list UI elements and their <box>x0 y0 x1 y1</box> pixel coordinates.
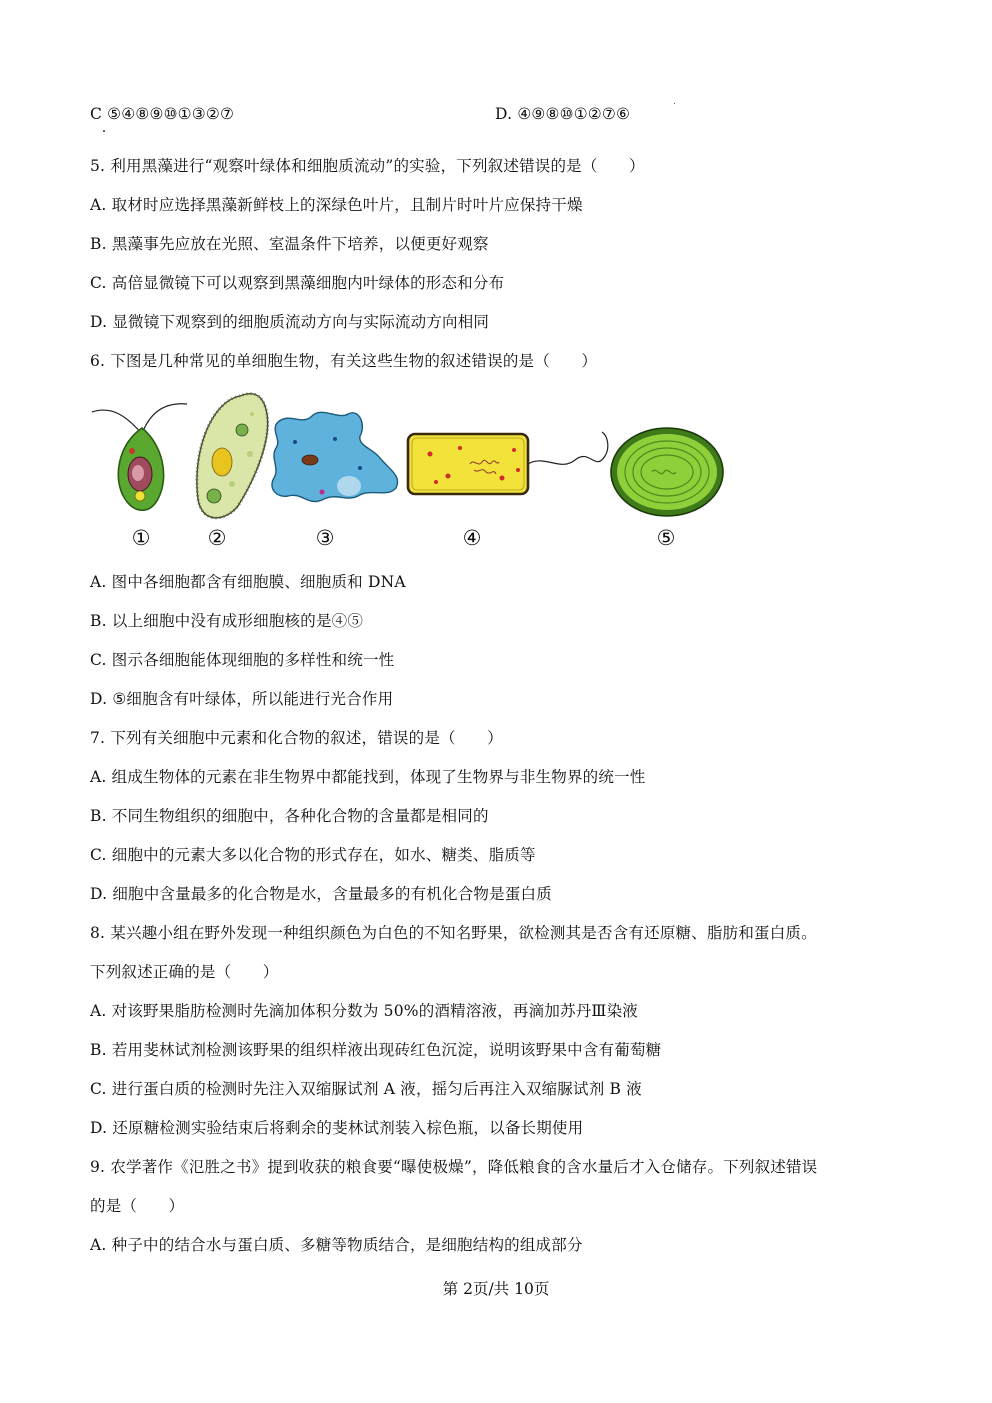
figure-label-4: ④ <box>462 526 482 550</box>
q6-stem: 6. 下图是几种常见的单细胞生物，有关这些生物的叙述错误的是（ ） <box>90 352 598 370</box>
single-cell-organisms-figure <box>90 384 730 554</box>
q9-stem-line-2: 的是（ ） <box>90 1197 185 1215</box>
bacterium-drawing <box>408 432 608 494</box>
q5-option-b: B. 黑藻事先应放在光照、室温条件下培养，以便更好观察 <box>90 235 489 253</box>
stray-dot <box>674 103 675 104</box>
q5-stem: 5. 利用黑藻进行“观察叶绿体和细胞质流动”的实验，下列叙述错误的是（ ） <box>90 157 645 175</box>
q8-stem-line-1: 8. 某兴趣小组在野外发现一种组织颜色为白色的不知名野果，欲检测其是否含有还原糖、脂肪和蛋白质。 <box>90 924 817 942</box>
q8-stem-line-2: 下列叙述正确的是（ ） <box>90 963 279 981</box>
paramecium-drawing <box>197 394 268 518</box>
q4-option-d: D. ④⑨⑧⑩①②⑦⑥ <box>495 105 631 123</box>
q5-option-d: D. 显微镜下观察到的细胞质流动方向与实际流动方向相同 <box>90 313 490 331</box>
q6-option-b: B. 以上细胞中没有成形细胞核的是④⑤ <box>90 612 364 630</box>
stray-dot <box>103 130 105 132</box>
figure-label-2: ② <box>207 526 227 550</box>
q5-option-c: C. 高倍显微镜下可以观察到黑藻细胞内叶绿体的形态和分布 <box>90 274 505 292</box>
chlamydomonas-drawing <box>92 404 187 511</box>
q7-option-d: D. 细胞中含量最多的化合物是水，含量最多的有机化合物是蛋白质 <box>90 885 552 903</box>
figure-label-1: ① <box>131 526 151 550</box>
amoeba-drawing <box>272 412 398 501</box>
q7-option-a: A. 组成生物体的元素在非生物界中都能找到，体现了生物界与非生物界的统一性 <box>90 768 646 786</box>
cyanobacterium-drawing <box>611 428 723 516</box>
q8-option-c: C. 进行蛋白质的检测时先注入双缩脲试剂 A 液，摇匀后再注入双缩脲试剂 B 液 <box>90 1080 642 1098</box>
q7-stem: 7. 下列有关细胞中元素和化合物的叙述，错误的是（ ） <box>90 729 503 747</box>
q4-option-c: C ⑤④⑧⑨⑩①③②⑦ <box>90 105 235 123</box>
q8-option-a: A. 对该野果脂肪检测时先滴加体积分数为 50%的酒精溶液，再滴加苏丹Ⅲ染液 <box>90 1002 638 1020</box>
q6-option-a: A. 图中各细胞都含有细胞膜、细胞质和 DNA <box>90 573 406 591</box>
q6-option-d: D. ⑤细胞含有叶绿体，所以能进行光合作用 <box>90 690 394 708</box>
q6-option-c: C. 图示各细胞能体现细胞的多样性和统一性 <box>90 651 395 669</box>
figure-label-5: ⑤ <box>656 526 676 550</box>
q8-option-d: D. 还原糖检测实验结束后将剩余的斐林试剂装入棕色瓶，以备长期使用 <box>90 1119 584 1137</box>
q7-option-c: C. 细胞中的元素大多以化合物的形式存在，如水、糖类、脂质等 <box>90 846 536 864</box>
q7-option-b: B. 不同生物组织的细胞中，各种化合物的含量都是相同的 <box>90 807 489 825</box>
figure-label-3: ③ <box>315 526 335 550</box>
q9-option-a: A. 种子中的结合水与蛋白质、多糖等物质结合，是细胞结构的组成部分 <box>90 1236 583 1254</box>
q5-option-a: A. 取材时应选择黑藻新鲜枝上的深绿色叶片，且制片时叶片应保持干燥 <box>90 196 583 214</box>
page-number-footer: 第 2页/共 10页 <box>442 1280 550 1298</box>
q8-option-b: B. 若用斐林试剂检测该野果的组织样液出现砖红色沉淀，说明该野果中含有葡萄糖 <box>90 1041 662 1059</box>
organisms-illustration <box>90 384 730 524</box>
q9-stem-line-1: 9. 农学著作《氾胜之书》提到收获的粮食要“曝使极燥”，降低粮食的含水量后才入仓储存。下列叙述错误 <box>90 1158 818 1176</box>
